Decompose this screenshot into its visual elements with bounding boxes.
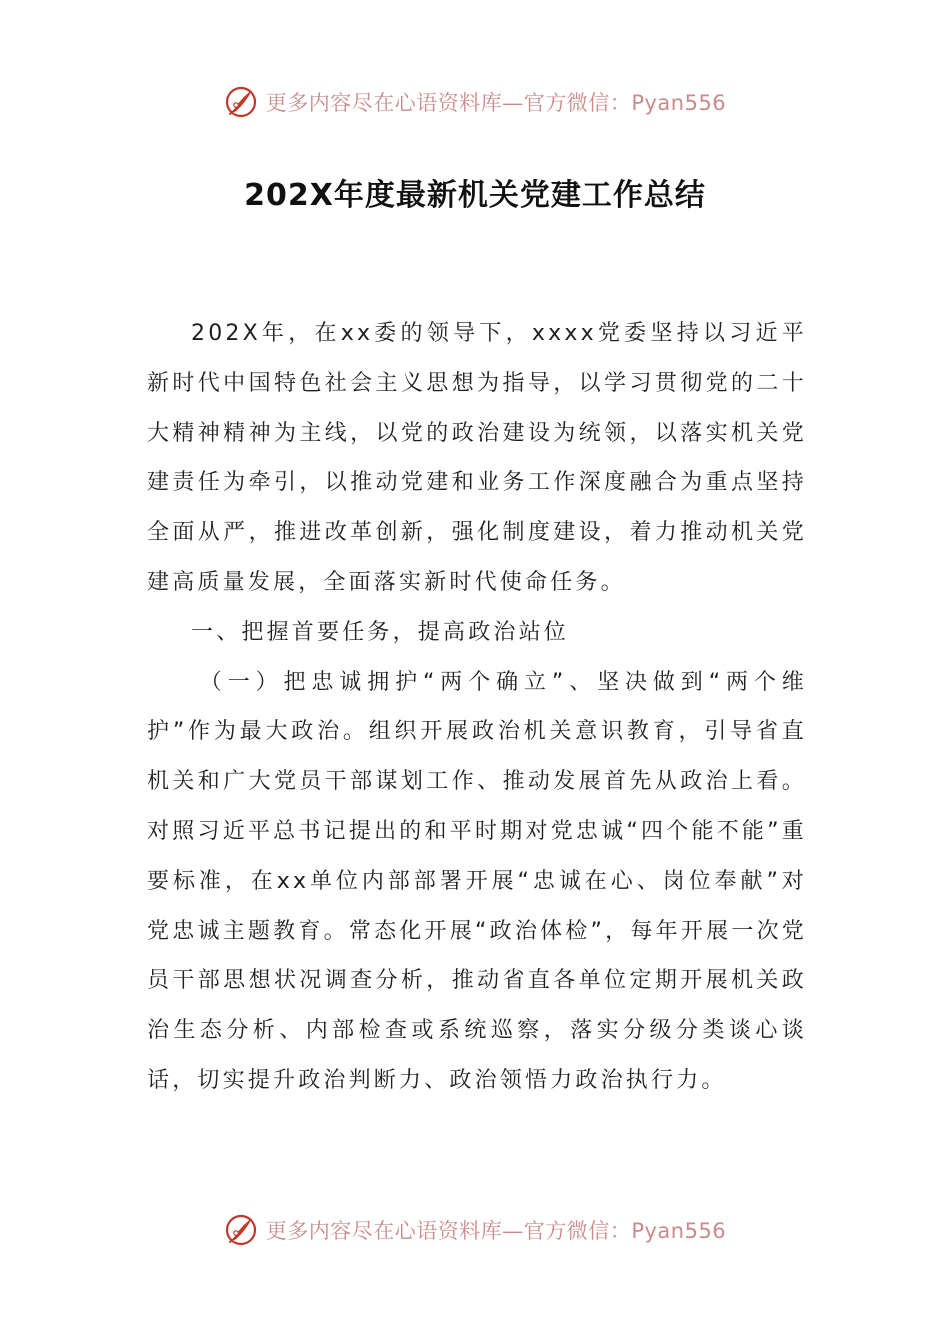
- watermark-content-footer: [224, 1213, 726, 1247]
- watermark-content: [224, 85, 726, 119]
- quill-pen-logo-icon: [224, 1213, 258, 1247]
- watermark-handle: Pyan556: [631, 1219, 727, 1243]
- watermark-header: [0, 80, 950, 124]
- watermark-text: [266, 1215, 726, 1245]
- watermark-footer: [0, 1208, 950, 1252]
- watermark-label: 更多内容尽在心语资料库—官方微信：: [265, 1219, 632, 1243]
- document-title: 202X年度最新机关党建工作总结: [244, 178, 706, 213]
- watermark-text: [266, 87, 726, 117]
- document-body: [147, 309, 807, 1106]
- watermark-label: 更多内容尽在心语资料库—官方微信：: [265, 91, 632, 115]
- watermark-handle: Pyan556: [631, 91, 727, 115]
- paragraph-subsection-1: （一）把忠诚拥护“两个确立”、坚决做到“两个维护”作为最大政治。组织开展政治机关意识教育，引导省直机关和广大党员干部谋划工作、推动发展首先从政治上看。对照习近平总书记提出的和平时期对党忠诚“四个能不能”重要标准，在xx单位内部部署开展“忠诚在心、岗位奉献”对党忠诚主题教育。常态化开展“政治体检”，每年开展一次党员干部思想状况调查分析，推动省直各单位定期开展机关政治生态分析、内部检查或系统巡察，落实分级分类谈心谈话，切实提升政治判断力、政治领悟力政治执行力。: [147, 669, 807, 1093]
- quill-pen-logo-icon: [224, 85, 258, 119]
- paragraph-intro: 202X年，在xx委的领导下，xxxx党委坚持以习近平新时代中国特色社会主义思想为指导，以学习贯彻党的二十大精神精神为主线，以党的政治建设为统领，以落实机关党建责任为牵引，以推动党建和业务工作深度融合为重点坚持全面从严，推进改革创新，强化制度建设，着力推动机关党建高质量发展，全面落实新时代使命任务。: [147, 321, 807, 595]
- section-heading-1: 一、把握首要任务，提高政治站位: [191, 619, 570, 645]
